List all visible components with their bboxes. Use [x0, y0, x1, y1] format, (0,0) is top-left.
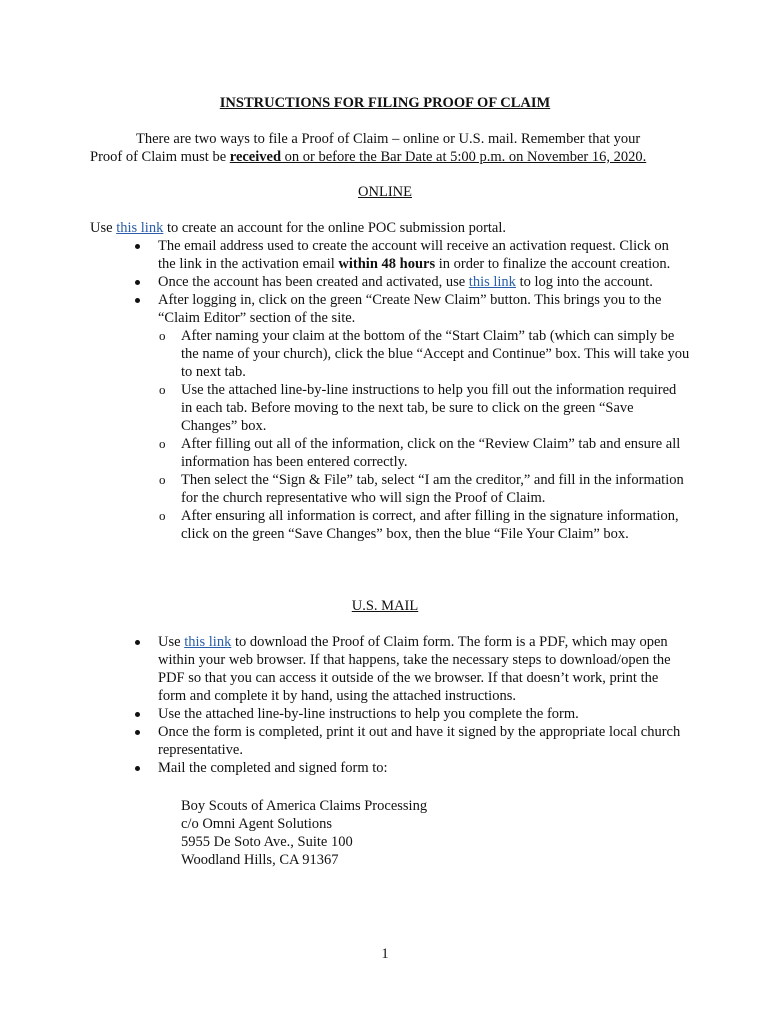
address-line: Woodland Hills, CA 91367: [181, 852, 339, 868]
page-number: 1: [381, 946, 389, 962]
intro-line-2: [90, 148, 690, 166]
item-text-end: to log into the account.: [515, 274, 653, 290]
sub-list-item: [158, 507, 690, 543]
item-text: Mail the completed and signed form to:: [158, 760, 388, 776]
item-text: After ensuring all information is correct, and after filling in the signature information, click on the green “Save Changes” box, then the blue “File Your Claim” box.: [181, 508, 679, 542]
deadline-emphasis: within 48 hours: [338, 256, 436, 272]
bullet-icon: [135, 730, 140, 735]
circle-bullet-icon: o: [159, 472, 166, 487]
sub-list-item: [158, 435, 690, 471]
item-text: After logging in, click on the green “Create New Claim” button. This brings you to the “Claim Editor” section of the site.: [158, 292, 662, 326]
item-text: Use the attached line-by-line instructions to help you complete the form.: [158, 706, 579, 722]
sub-list-item: [158, 327, 690, 381]
intro-line-1: There are two ways to file a Proof of Claim – online or U.S. mail. Remember that your: [136, 131, 641, 147]
address-line: 5955 De Soto Ave., Suite 100: [181, 834, 353, 850]
list-item: [130, 291, 690, 543]
mail-steps-list: [130, 633, 690, 777]
download-form-link[interactable]: this link: [184, 634, 232, 650]
online-intro-text: Use: [90, 220, 117, 236]
login-link[interactable]: this link: [468, 274, 516, 290]
bullet-icon: [135, 280, 140, 285]
item-text: Once the form is completed, print it out and have it signed by the appropriate local church representative.: [158, 724, 681, 758]
bar-date-text: on or before the Bar Date at 5:00 p.m. on November 16, 2020.: [281, 149, 647, 165]
online-intro-text-end: to create an account for the online POC submission portal.: [163, 220, 507, 236]
item-text-end: to download the Proof of Claim form. The form is a PDF, which may open within your web browser. If that happens, take the necessary steps to download/open the PDF so that you can access it outside of the we browser. If that doesn’t work, print the form and complete it by hand, using the attached instructions.: [158, 634, 671, 704]
document-title: INSTRUCTIONS FOR FILING PROOF OF CLAIM: [219, 95, 551, 111]
bullet-icon: [135, 244, 140, 249]
item-text: The email address used to create the account will receive an activation request. Click on the link in the activation email: [158, 238, 669, 272]
list-item: [130, 723, 690, 759]
us-mail-heading: U.S. MAIL: [351, 598, 419, 614]
sub-list-item: [158, 381, 690, 435]
intro-paragraph: [90, 130, 690, 166]
online-intro-line: [90, 219, 506, 237]
sub-list-item: [158, 471, 690, 507]
bullet-icon: [135, 712, 140, 717]
item-text: Use: [158, 634, 185, 650]
online-heading: ONLINE: [358, 184, 412, 200]
address-line: Boy Scouts of America Claims Processing: [181, 798, 428, 814]
claim-editor-substeps: [158, 327, 690, 543]
circle-bullet-icon: o: [159, 382, 166, 397]
item-text-end: in order to finalize the account creation.: [435, 256, 671, 272]
circle-bullet-icon: o: [159, 436, 166, 451]
list-item: [130, 705, 690, 723]
circle-bullet-icon: o: [159, 328, 166, 343]
item-text: After naming your claim at the bottom of the “Start Claim” tab (which can simply be the name of your church), click the blue “Accept and Continue” box. This will take you to next tab.: [181, 328, 690, 380]
address-line: c/o Omni Agent Solutions: [181, 816, 333, 832]
bullet-icon: [135, 766, 140, 771]
circle-bullet-icon: o: [159, 508, 166, 523]
list-item: [130, 273, 690, 291]
list-item: [130, 759, 690, 777]
intro-text: Proof of Claim must be: [90, 149, 230, 165]
list-item: [130, 633, 690, 705]
bullet-icon: [135, 640, 140, 645]
list-item: [130, 237, 690, 273]
mailing-address: [181, 797, 427, 869]
online-steps-list: [130, 237, 690, 543]
item-text: Then select the “Sign & File” tab, select “I am the creditor,” and fill in the information for the church representative who will sign the Proof of Claim.: [181, 472, 684, 506]
bullet-icon: [135, 298, 140, 303]
create-account-link[interactable]: this link: [116, 220, 164, 236]
item-text: After filling out all of the information, click on the “Review Claim” tab and ensure all information has been entered correctly.: [181, 436, 681, 470]
received-emphasis: received: [229, 149, 282, 165]
item-text: Use the attached line-by-line instructions to help you fill out the information required in each tab. Before moving to the next tab, be sure to click on the green “Save Changes” box.: [181, 382, 677, 434]
item-text: Once the account has been created and activated, use: [158, 274, 469, 290]
